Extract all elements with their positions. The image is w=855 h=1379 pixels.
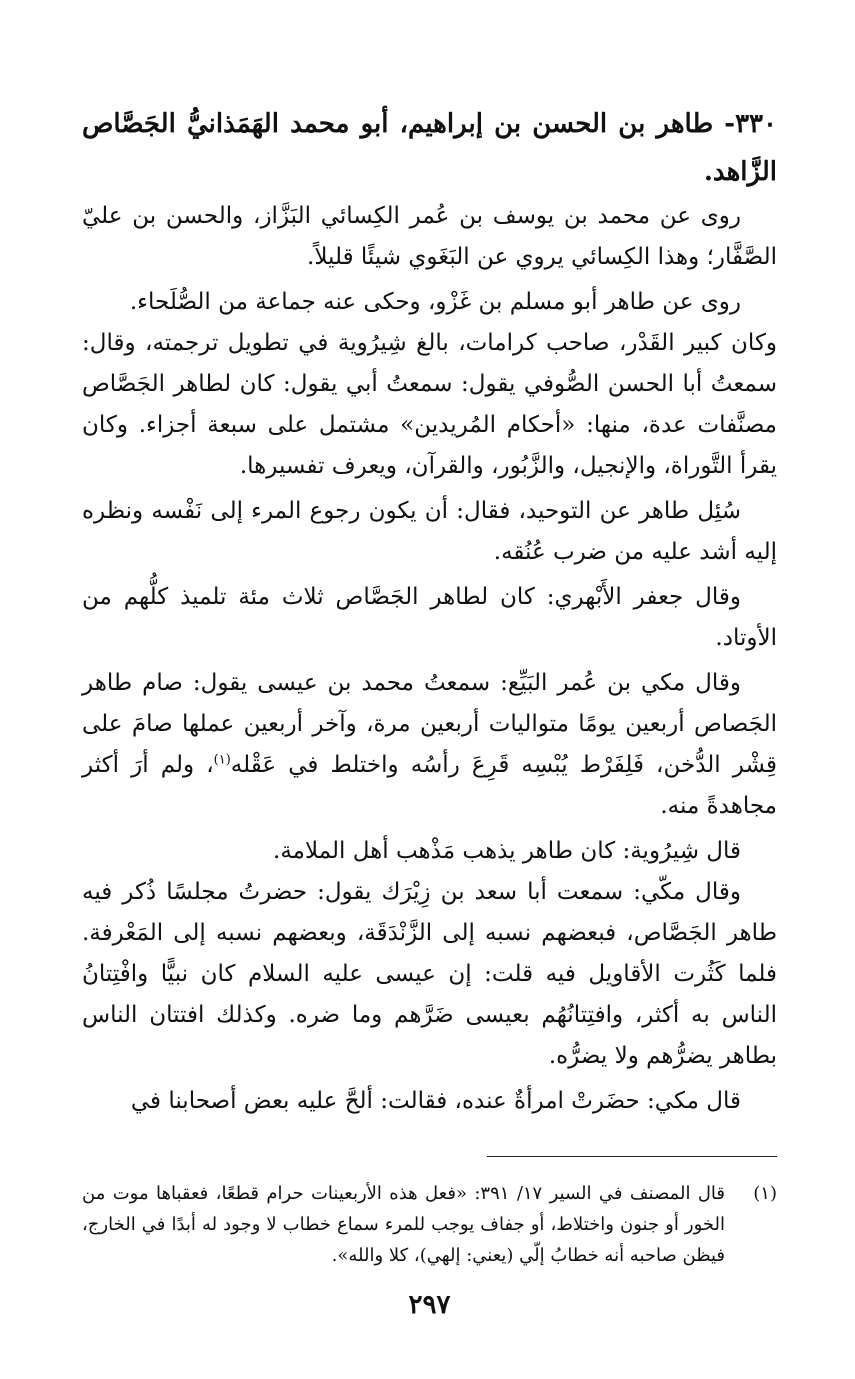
paragraph-makki-testimony: وقال مكّي: سمعت أبا سعد بن زِيْرَك يقول: حضرتُ مجلسًا ذُكر فيه طاهر الجَصَّاص، فبعضهم نسبه إلى الزَّنْدَقَة، وبعضهم نسبه إلى المَعْرفة. فلما كَثُرت الأقاويل فيه قلت: إن عيسى عليه السلام كان نبيًّا وافْتِتانُ الناس به أكثر، وافتِتانُهُم بعيسى ضَرَّهم وما ضره. وكذلك افتتان الناس بطاهر يضرُّهم ولا يضرُّه. <box>82 879 777 1069</box>
paragraph-fasting-tail: ، ولم أرَ أكثر مجاهدةً منه. <box>82 752 777 819</box>
paragraph-narrators: روى عن محمد بن يوسف بن عُمر الكِسائي البَزَّاز، والحسن بن عليّ الصَّفَّار؛ وهذا الكِسائي يروي عن البَغَوي شيئًا قليلاً. <box>82 203 777 270</box>
paragraph-malama: قال شِيرُوية: كان طاهر يذهب مَذْهب أهل الملامة. <box>273 838 741 864</box>
footnote-marker: (١) <box>753 1183 777 1204</box>
paragraph-abhari: وقال جعفر الأَبْهري: كان لطاهر الجَصَّاص ثلاث مئة تلميذ كلُّهم من الأوتاد. <box>82 584 777 651</box>
footnote-divider <box>487 1156 777 1157</box>
paragraph-students: روى عن طاهر أبو مسلم بن غَزْو، وحكى عنه جماعة من الصُّلَحاء. <box>129 289 741 315</box>
paragraph-fasting <box>82 663 777 827</box>
entry-heading: ٣٣٠- طاهر بن الحسن بن إبراهيم، أبو محمد الهَمَذانيُّ الجَصَّاص الزَّاهد. <box>82 109 777 187</box>
footnote-reference: (١) <box>213 752 231 768</box>
paragraph-tawhid: سُئِل طاهر عن التوحيد، فقال: أن يكون رجوع المرء إلى نَفْسه ونظره إليه أشد عليه من ضرب عُنُقه. <box>82 498 777 565</box>
book-page <box>82 100 777 1379</box>
paragraph-biography: وكان كبير القَدْر، صاحب كرامات، بالغ شِيرُوية في تطويل ترجمته، وقال: سمعتُ أبا الحسن الصُّوفي يقول: سمعتُ أبي يقول: كان لطاهر الجَصَّاص مصنَّفات عدة، منها: «أحكام المُريدين» مشتمل على سبعة أجزاء. وكان يقرأ التَّوراة، والإنجيل، والزَّبُور، والقرآن، ويعرف تفسيرها. <box>82 330 777 479</box>
paragraph-fasting-text: وقال مكي بن عُمر البَيِّع: سمعتُ محمد بن عيسى يقول: صام طاهر الجَصاص أربعين يومًا متواليات أربعين مرة، وآخر أربعين عملها صامَ على قِشْر الدُّخن، فَلِفَرْط يُبْسِه قَرِعَ رأسُه واختلط في عَقْله <box>82 670 777 778</box>
page-number: ٢٩٧ <box>408 1290 451 1320</box>
paragraph-makki-woman: قال مكي: حضَرتْ امرأةٌ عنده، فقالت: ألحَّ عليه بعض أصحابنا في <box>130 1088 741 1114</box>
footnote-text: قال المصنف في السير ١٧/ ٣٩١: «فعل هذه الأربعينات حرام قطعًا، فعقباها موت من الخور أو جنون واختلاط، أو جفاف يوجب للمرء سماع خطاب لا وجود له أبدًا في الخارج، فيظن صاحبه أنه خطابُ إلّي (يعني: إلهي)، كلا والله». <box>82 1183 725 1266</box>
footnote <box>82 1178 777 1271</box>
